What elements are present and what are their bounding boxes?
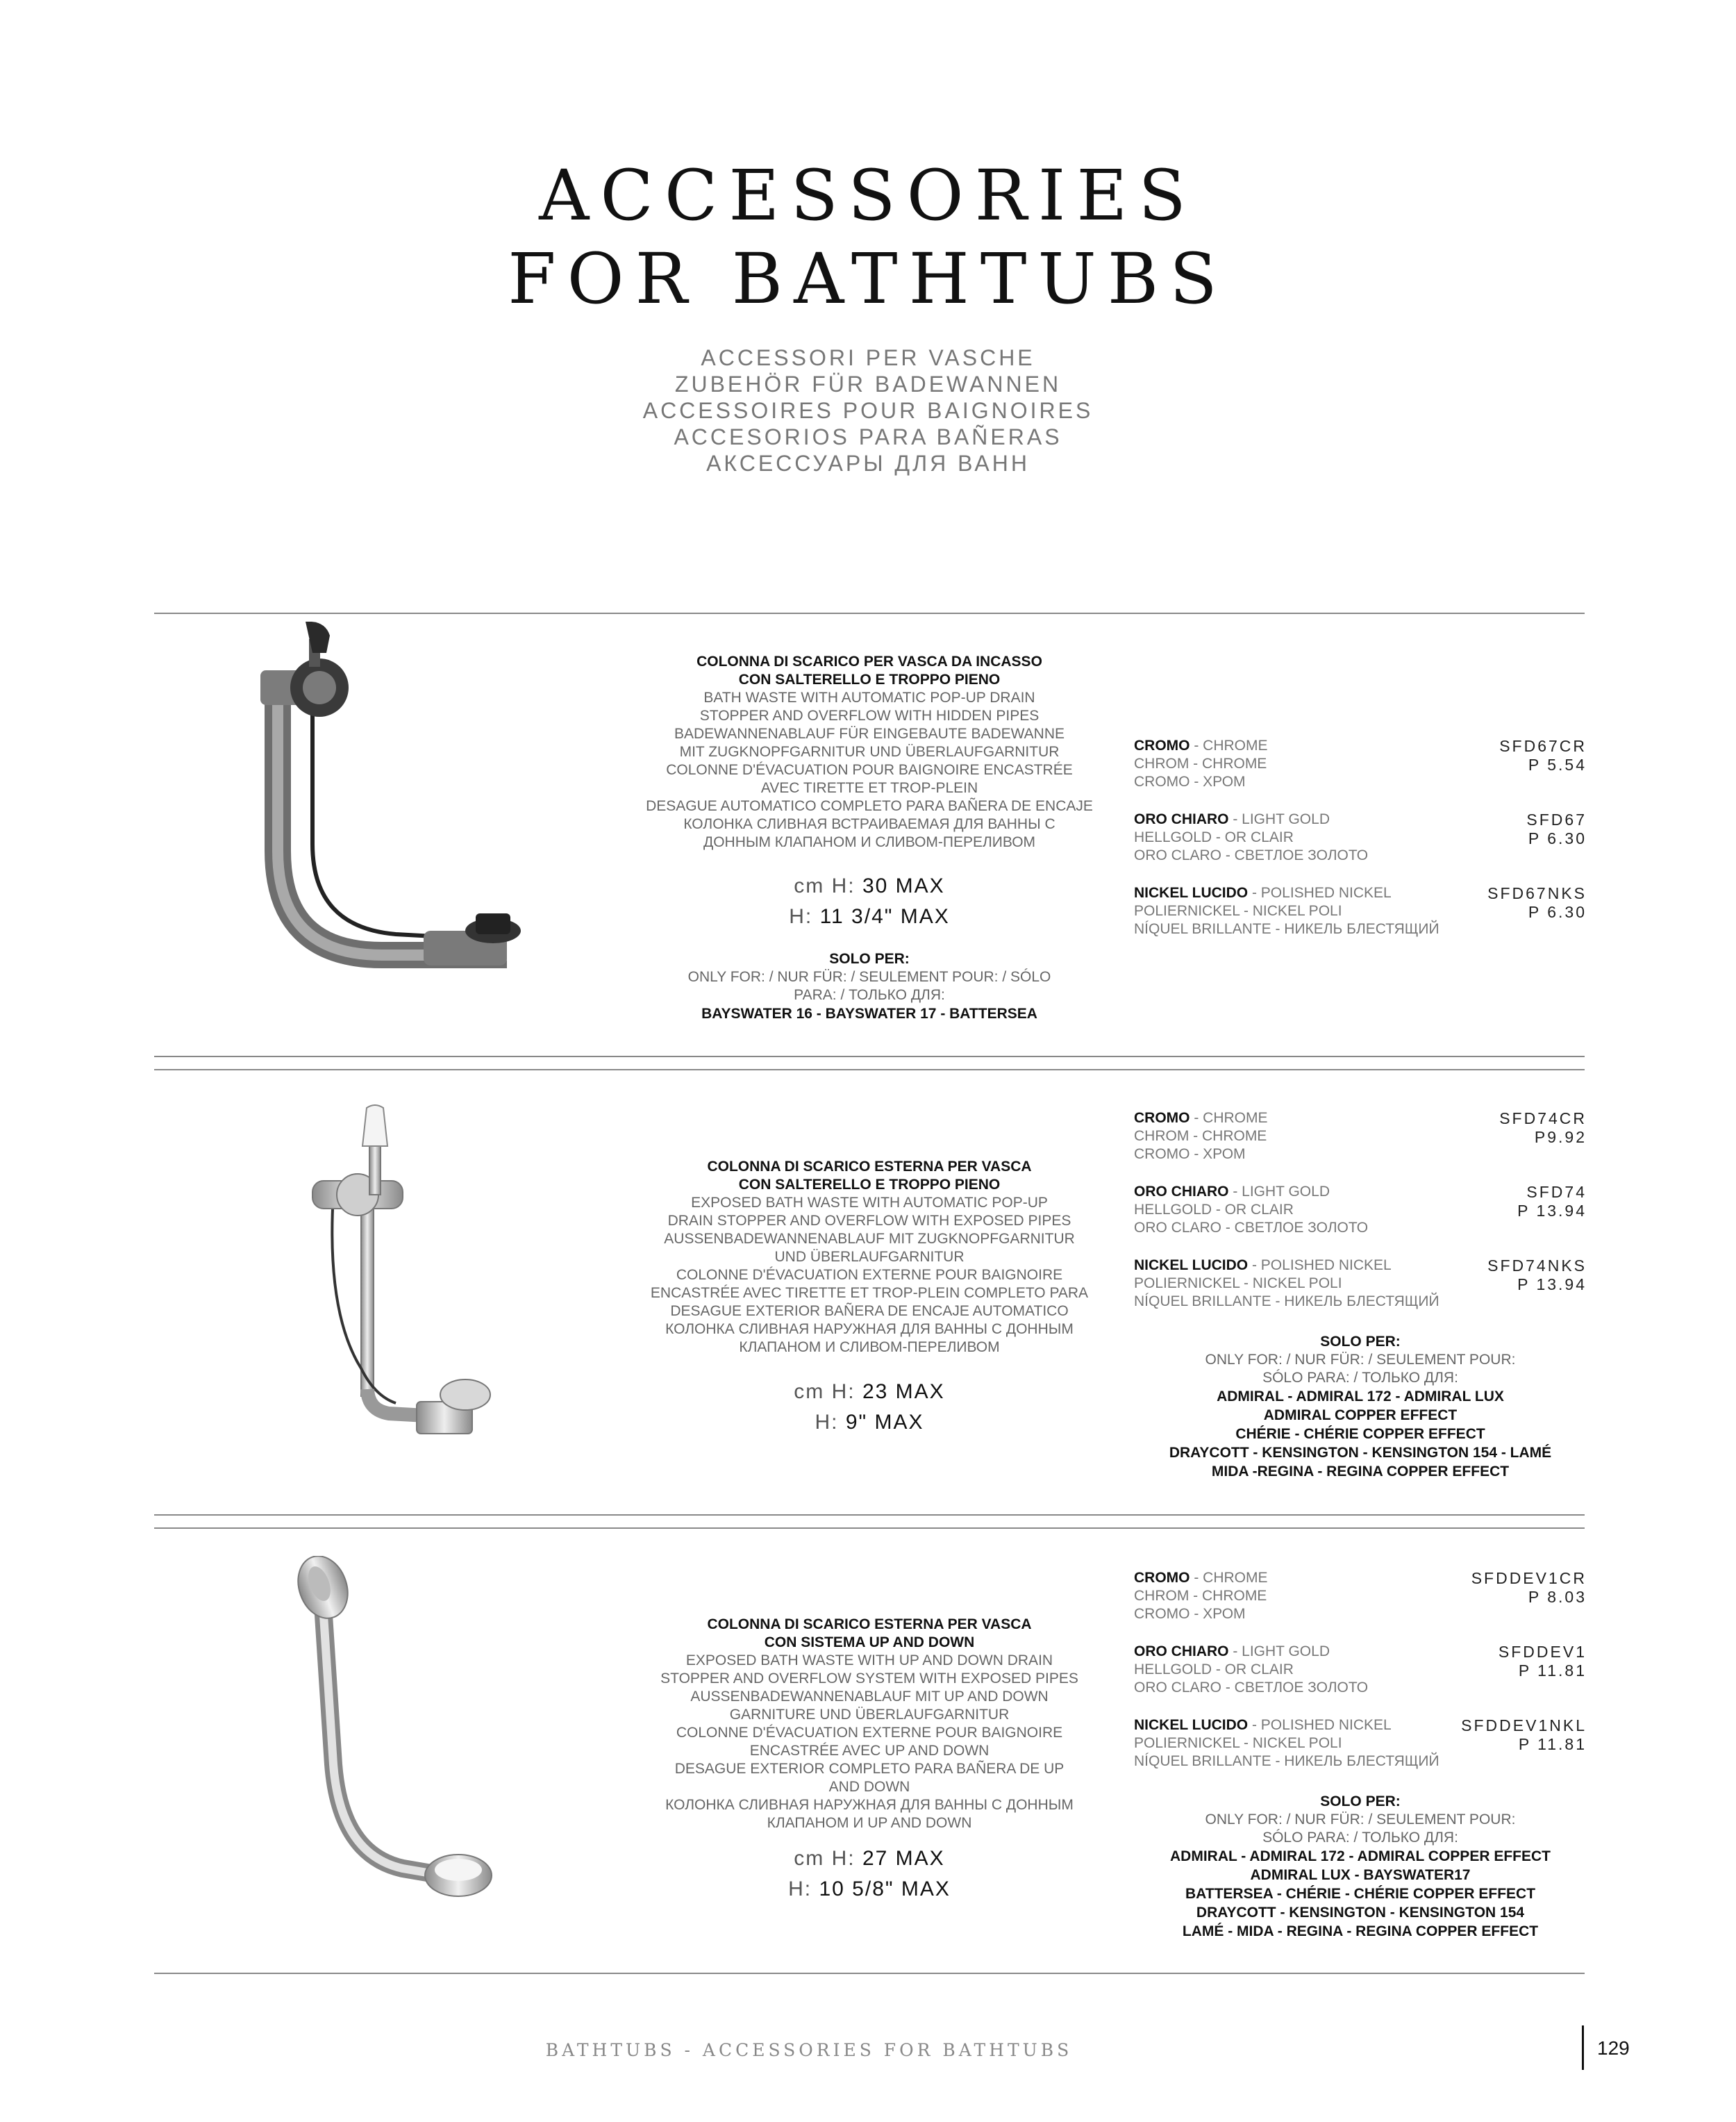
- finish-line-3: CROMO - ХРОМ: [1134, 774, 1246, 790]
- product-3-head-line: CON SISTEMA UP AND DOWN: [764, 1634, 975, 1650]
- page-number: 129: [1597, 2037, 1630, 2059]
- product-3-finishes: [1134, 1569, 1587, 1790]
- finish-sep: -: [1228, 1643, 1242, 1659]
- solo-per-langs: SÓLO PARA: / ТОЛЬКО ДЛЯ:: [1262, 1370, 1458, 1386]
- finish-sep: -: [1248, 1717, 1261, 1733]
- product-1-head-line: CON SALTERELLO E TROPPO PIENO: [738, 672, 1001, 688]
- product-price: P 5.54: [1528, 756, 1587, 774]
- finish-sep: -: [1190, 738, 1203, 754]
- finish-line-2: POLIERNICKEL - NICKEL POLI: [1134, 1735, 1342, 1751]
- product-code: SFD74: [1526, 1183, 1587, 1201]
- finish-line-3: ORO CLARO - СВЕТЛОЕ ЗОЛОТО: [1134, 847, 1369, 863]
- product-image-up-and-down-waste: [292, 1556, 500, 1924]
- finish-line-3: CROMO - ХРОМ: [1134, 1606, 1246, 1622]
- solo-per-langs: ONLY FOR: / NUR FÜR: / SEULEMENT POUR:: [1205, 1812, 1516, 1827]
- product-3-translation: STOPPER AND OVERFLOW SYSTEM WITH EXPOSED PIPES: [660, 1671, 1078, 1686]
- product-2-compatibility: [1134, 1333, 1587, 1481]
- product-1-translation: BADEWANNENABLAUF FÜR EINGEBAUTE BADEWANNE: [674, 726, 1065, 742]
- finish-sep: -: [1228, 811, 1242, 827]
- finish-line-2: CHROM - CHROME: [1134, 1128, 1267, 1144]
- finish-en: LIGHT GOLD: [1242, 1184, 1330, 1200]
- solo-per-label: SOLO PER:: [1320, 1793, 1401, 1809]
- compatible-models: DRAYCOTT - KENSINGTON - KENSINGTON 154 - LAMÉ: [1169, 1445, 1552, 1461]
- product-2-translation: ENCASTRÉE AVEC TIRETTE ET TROP-PLEIN COMPLETO PARA: [650, 1285, 1089, 1301]
- product-2-translation: DRAIN STOPPER AND OVERFLOW WITH EXPOSED PIPES: [667, 1213, 1071, 1229]
- finish-sep: -: [1248, 1257, 1261, 1273]
- finish-en: POLISHED NICKEL: [1260, 1257, 1392, 1273]
- divider: [154, 1056, 1585, 1057]
- finish-line-3: ORO CLARO - СВЕТЛОЕ ЗОЛОТО: [1134, 1220, 1369, 1236]
- finish-sep: -: [1190, 1110, 1203, 1126]
- finish-sep: -: [1190, 1570, 1203, 1586]
- product-code: SFD67CR: [1499, 737, 1587, 755]
- finish-en: POLISHED NICKEL: [1260, 885, 1392, 901]
- divider: [154, 1069, 1585, 1070]
- product-2-head-line: CON SALTERELLO E TROPPO PIENO: [738, 1177, 1001, 1193]
- finish-en: CHROME: [1203, 738, 1268, 754]
- product-image-exposed-bath-waste: [292, 1104, 514, 1452]
- subtitle-es: ACCESORIOS PARA BAÑERAS: [674, 424, 1062, 449]
- finish-line-2: HELLGOLD - OR CLAIR: [1134, 1661, 1294, 1677]
- divider: [154, 1527, 1585, 1529]
- compatible-models: BAYSWATER 16 - BAYSWATER 17 - BATTERSEA: [701, 1006, 1037, 1022]
- dim-in-label: H:: [815, 1411, 839, 1434]
- product-code: SFDDEV1: [1498, 1643, 1587, 1661]
- solo-per-langs: ONLY FOR: / NUR FÜR: / SEULEMENT POUR:: [1205, 1352, 1516, 1368]
- product-2-translation: AUSSENBADEWANNENABLAUF MIT ZUGKNOPFGARNITUR: [664, 1231, 1075, 1247]
- divider: [154, 1514, 1585, 1516]
- footer-section-title: BATHTUBS - ACCESSORIES FOR BATHTUBS: [545, 2040, 1073, 2060]
- finish-en: POLISHED NICKEL: [1260, 1717, 1392, 1733]
- finish-row: [1134, 737, 1587, 791]
- page-title-line-2: FOR BATHTUBS: [508, 238, 1228, 320]
- finish-name: ORO CHIARO: [1134, 811, 1229, 827]
- finish-row: [1134, 811, 1587, 865]
- product-1-translation: BATH WASTE WITH AUTOMATIC POP-UP DRAIN: [703, 690, 1035, 706]
- product-3-translation: GARNITURE UND ÜBERLAUFGARNITUR: [729, 1707, 1010, 1723]
- product-price: P 6.30: [1528, 829, 1587, 847]
- finish-line-3: ORO CLARO - СВЕТЛОЕ ЗОЛОТО: [1134, 1680, 1369, 1696]
- product-price: P 11.81: [1518, 1735, 1587, 1753]
- product-code: SFD74NKS: [1487, 1257, 1587, 1275]
- subtitle-fr: ACCESSOIRES POUR BAIGNOIRES: [642, 398, 1094, 423]
- product-3-compatibility: [1134, 1793, 1587, 1941]
- finish-row: [1134, 1643, 1587, 1697]
- finish-name: CROMO: [1134, 1110, 1190, 1126]
- product-3-translation: DESAGUE EXTERIOR COMPLETO PARA BAÑERA DE UP: [674, 1761, 1065, 1777]
- product-code: SFD67: [1526, 811, 1587, 829]
- product-3-translation: COLONNE D'ÉVACUATION EXTERNE POUR BAIGNOIRE: [676, 1725, 1063, 1741]
- page-title-line-1: ACCESSORIES: [539, 155, 1197, 236]
- product-2-translation: КЛАПАНОМ И СЛИВОМ-ПЕРЕЛИВОМ: [739, 1339, 1000, 1355]
- solo-per-langs: PARA: / ТОЛЬКО ДЛЯ:: [794, 987, 945, 1003]
- dim-in-label: H:: [788, 1878, 812, 1900]
- finish-sep: -: [1248, 885, 1261, 901]
- product-1-translation: КОЛОНКА СЛИВНАЯ ВСТРАИВАЕМАЯ ДЛЯ ВАННЫ С: [683, 816, 1055, 832]
- finish-en: CHROME: [1203, 1570, 1268, 1586]
- product-image-concealed-bath-waste: [229, 622, 521, 997]
- finish-line-2: POLIERNICKEL - NICKEL POLI: [1134, 1275, 1342, 1291]
- product-1-head-line: COLONNA DI SCARICO PER VASCA DA INCASSO: [696, 654, 1042, 670]
- product-1-compatibility: [640, 950, 1099, 1023]
- finish-line-2: HELLGOLD - OR CLAIR: [1134, 829, 1294, 845]
- divider: [154, 613, 1585, 614]
- compatible-models: MIDA -REGINA - REGINA COPPER EFFECT: [1211, 1464, 1510, 1479]
- finish-line-2: CHROM - CHROME: [1134, 756, 1267, 772]
- finish-line-3: CROMO - ХРОМ: [1134, 1146, 1246, 1162]
- finish-line-3: NÍQUEL BRILLANTE - НИКЕЛЬ БЛЕСТЯЩИЙ: [1134, 921, 1439, 937]
- dim-in-value: 9" MAX: [845, 1411, 924, 1434]
- compatible-models: ADMIRAL LUX - BAYSWATER17: [1250, 1867, 1471, 1883]
- product-code: SFDDEV1CR: [1471, 1569, 1587, 1587]
- divider: [154, 1973, 1585, 1974]
- product-2-head-line: COLONNA DI SCARICO ESTERNA PER VASCA: [707, 1159, 1032, 1175]
- finish-row: [1134, 1716, 1587, 1771]
- finish-name: NICKEL LUCIDO: [1134, 1257, 1249, 1273]
- compatible-models: BATTERSEA - CHÉRIE - CHÉRIE COPPER EFFECT: [1185, 1886, 1536, 1902]
- compatible-models: DRAYCOTT - KENSINGTON - KENSINGTON 154: [1196, 1905, 1525, 1921]
- finish-row: [1134, 1183, 1587, 1237]
- finish-line-3: NÍQUEL BRILLANTE - НИКЕЛЬ БЛЕСТЯЩИЙ: [1134, 1293, 1439, 1309]
- finish-sep: -: [1228, 1184, 1242, 1200]
- product-2-description: [640, 1158, 1099, 1357]
- product-price: P 6.30: [1528, 903, 1587, 921]
- finish-name: NICKEL LUCIDO: [1134, 885, 1249, 901]
- dim-cm-label: cm H:: [794, 875, 856, 897]
- product-1-translation: AVEC TIRETTE ET TROP-PLEIN: [760, 780, 978, 796]
- dim-cm-value: 23 MAX: [862, 1380, 945, 1403]
- product-price: P 11.81: [1518, 1661, 1587, 1680]
- finish-row: [1134, 884, 1587, 938]
- finish-row: [1134, 1257, 1587, 1311]
- dim-cm-value: 27 MAX: [862, 1847, 945, 1870]
- product-3-translation: КЛАПАНОМ И UP AND DOWN: [767, 1815, 972, 1831]
- product-3-dimensions: [640, 1843, 1099, 1905]
- finish-name: ORO CHIARO: [1134, 1184, 1229, 1200]
- finish-name: CROMO: [1134, 1570, 1190, 1586]
- solo-per-label: SOLO PER:: [829, 951, 910, 967]
- solo-per-langs: ONLY FOR: / NUR FÜR: / SEULEMENT POUR: / SÓLO: [687, 969, 1051, 985]
- product-2-translation: EXPOSED BATH WASTE WITH AUTOMATIC POP-UP: [691, 1195, 1048, 1211]
- finish-line-2: CHROM - CHROME: [1134, 1588, 1267, 1604]
- product-1-translation: MIT ZUGKNOPFGARNITUR UND ÜBERLAUFGARNITUR: [679, 744, 1060, 760]
- dim-cm-label: cm H:: [794, 1847, 856, 1870]
- dim-in-value: 11 3/4" MAX: [819, 905, 950, 928]
- subtitle-ru: АКСЕССУАРЫ ДЛЯ ВАНН: [706, 451, 1030, 476]
- solo-per-langs: SÓLO PARA: / ТОЛЬКО ДЛЯ:: [1262, 1830, 1458, 1846]
- product-3-translation: AUSSENBADEWANNENABLAUF MIT UP AND DOWN: [690, 1689, 1049, 1705]
- product-1-dimensions: [640, 871, 1099, 932]
- product-3-translation: КОЛОНКА СЛИВНАЯ НАРУЖНАЯ ДЛЯ ВАННЫ С ДОННЫМ: [665, 1797, 1074, 1813]
- product-1-description: [640, 653, 1099, 852]
- product-code: SFD67NKS: [1487, 884, 1587, 902]
- product-code: SFD74CR: [1499, 1109, 1587, 1127]
- product-2-translation: COLONNE D'ÉVACUATION EXTERNE POUR BAIGNOIRE: [676, 1267, 1063, 1283]
- product-2-dimensions: [640, 1377, 1099, 1438]
- compatible-models: CHÉRIE - CHÉRIE COPPER EFFECT: [1235, 1426, 1485, 1442]
- finish-row: [1134, 1569, 1587, 1623]
- finish-name: CROMO: [1134, 738, 1190, 754]
- finish-line-3: NÍQUEL BRILLANTE - НИКЕЛЬ БЛЕСТЯЩИЙ: [1134, 1753, 1439, 1769]
- product-2-finishes: [1134, 1109, 1587, 1330]
- product-1-translation: STOPPER AND OVERFLOW WITH HIDDEN PIPES: [699, 708, 1040, 724]
- compatible-models: ADMIRAL - ADMIRAL 172 - ADMIRAL COPPER EFFECT: [1170, 1848, 1551, 1864]
- product-price: P9.92: [1534, 1128, 1587, 1146]
- product-price: P 13.94: [1517, 1202, 1587, 1220]
- finish-name: ORO CHIARO: [1134, 1643, 1229, 1659]
- finish-en: CHROME: [1203, 1110, 1268, 1126]
- product-3-description: [640, 1616, 1099, 1832]
- product-1-translation: ДОННЫМ КЛАПАНОМ И СЛИВОМ-ПЕРЕЛИВОМ: [703, 834, 1036, 850]
- product-price: P 13.94: [1517, 1275, 1587, 1293]
- dim-cm-value: 30 MAX: [862, 875, 945, 897]
- product-3-translation: EXPOSED BATH WASTE WITH UP AND DOWN DRAIN: [685, 1652, 1053, 1668]
- finish-name: NICKEL LUCIDO: [1134, 1717, 1249, 1733]
- product-1-finishes: [1134, 737, 1587, 958]
- product-2-translation: КОЛОНКА СЛИВНАЯ НАРУЖНАЯ ДЛЯ ВАННЫ С ДОННЫМ: [665, 1321, 1074, 1337]
- finish-row: [1134, 1109, 1587, 1163]
- product-1-translation: DESAGUE AUTOMATICO COMPLETO PARA BAÑERA DE ENCAJE: [646, 798, 1093, 814]
- finish-line-2: POLIERNICKEL - NICKEL POLI: [1134, 903, 1342, 919]
- product-2-translation: DESAGUE EXTERIOR BAÑERA DE ENCAJE AUTOMATICO: [670, 1303, 1069, 1319]
- compatible-models: LAMÉ - MIDA - REGINA - REGINA COPPER EFFECT: [1182, 1923, 1539, 1939]
- compatible-models: ADMIRAL COPPER EFFECT: [1263, 1407, 1458, 1423]
- finish-en: LIGHT GOLD: [1242, 1643, 1330, 1659]
- product-3-translation: AND DOWN: [828, 1779, 910, 1795]
- product-2-translation: UND ÜBERLAUFGARNITUR: [774, 1249, 965, 1265]
- subtitle-it: ACCESSORI PER VASCHE: [701, 345, 1035, 370]
- dim-cm-label: cm H:: [794, 1380, 856, 1403]
- subtitles: [0, 345, 1736, 476]
- product-3-head-line: COLONNA DI SCARICO ESTERNA PER VASCA: [707, 1616, 1032, 1632]
- product-1-translation: COLONNE D'ÉVACUATION POUR BAIGNOIRE ENCASTRÉE: [666, 762, 1073, 778]
- product-3-translation: ENCASTRÉE AVEC UP AND DOWN: [749, 1743, 990, 1759]
- finish-line-2: HELLGOLD - OR CLAIR: [1134, 1202, 1294, 1218]
- product-price: P 8.03: [1528, 1588, 1587, 1606]
- finish-en: LIGHT GOLD: [1242, 811, 1330, 827]
- product-code: SFDDEV1NKL: [1461, 1716, 1587, 1734]
- dim-in-value: 10 5/8" MAX: [819, 1878, 951, 1900]
- solo-per-label: SOLO PER:: [1320, 1334, 1401, 1350]
- subtitle-de: ZUBEHÖR FÜR BADEWANNEN: [674, 372, 1062, 397]
- dim-in-label: H:: [789, 905, 813, 928]
- compatible-models: ADMIRAL - ADMIRAL 172 - ADMIRAL LUX: [1217, 1389, 1504, 1404]
- page-number-divider: [1582, 2025, 1584, 2070]
